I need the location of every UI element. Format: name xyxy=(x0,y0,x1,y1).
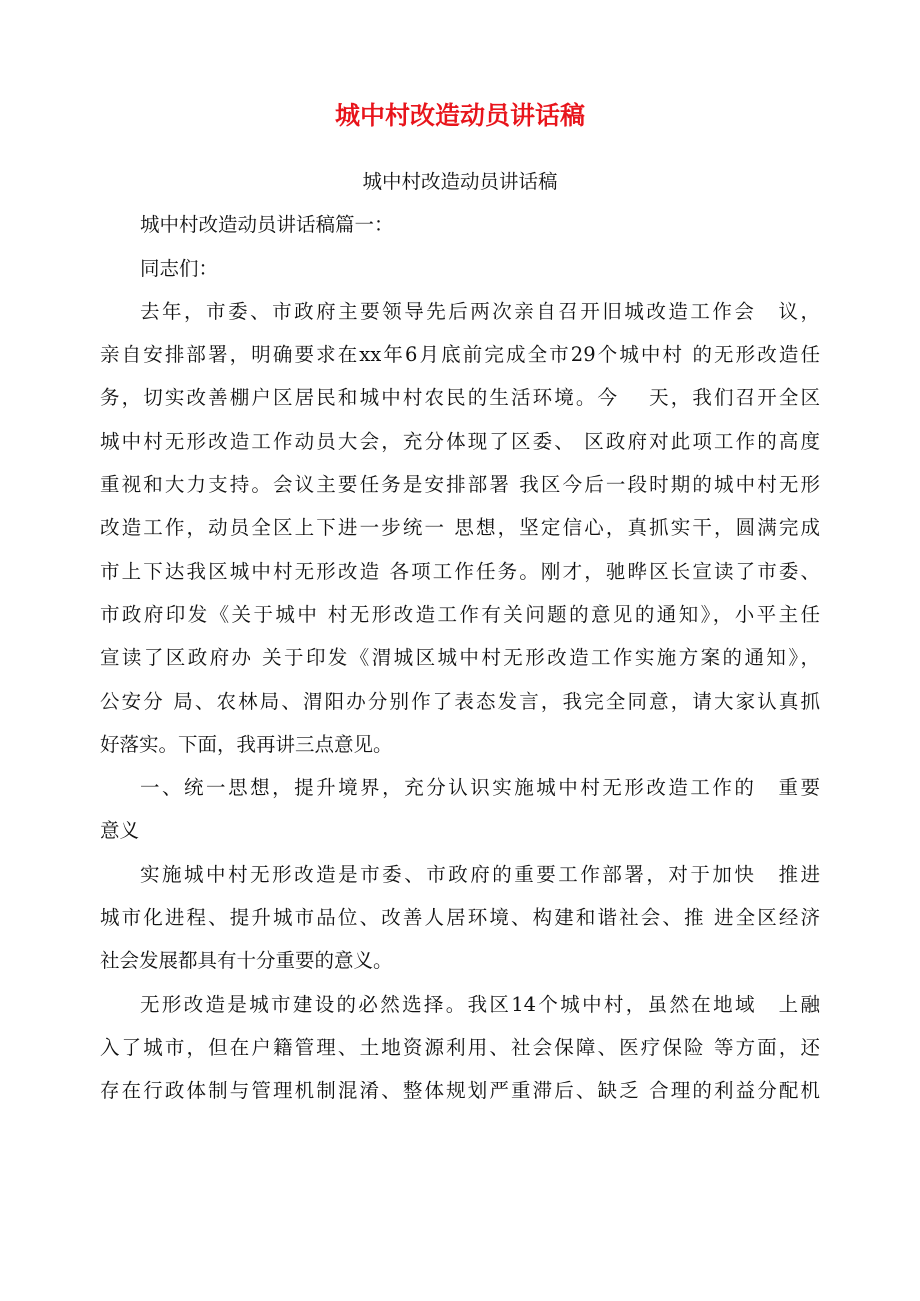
paragraph-line: 入了城市，但在户籍管理、土地资源利用、社会保障、医疗保险 等方面，还 xyxy=(100,1035,820,1059)
document-subtitle: 城中村改造动员讲话稿 xyxy=(362,170,558,193)
document-title: 城中村改造动员讲话稿 xyxy=(334,101,585,130)
paragraph-line: 亲自安排部署，明确要求在xx年6月底前完成全市29个城中村 的无形改造任 xyxy=(100,343,820,367)
document-body xyxy=(100,160,820,1113)
part-heading: 城中村改造动员讲话稿篇一： xyxy=(140,213,394,237)
paragraph-line: 去年，市委、市政府主要领导先后两次亲自召开旧城改造工作会 议， xyxy=(140,299,820,323)
paragraph-line: 实施城中村无形改造是市委、市政府的重要工作部署，对于加快 推进 xyxy=(140,862,820,886)
paragraph-line: 社会发展都具有十分重要的意义。 xyxy=(100,949,393,973)
paragraph-line: 务，切实改善棚户区居民和城中村农民的生活环境。今 天，我们召开全区 xyxy=(100,386,820,410)
paragraph-line: 无形改造是城市建设的必然选择。我区14个城中村，虽然在地域 上融 xyxy=(140,992,820,1016)
paragraph-line: 改造工作，动员全区上下进一步统一 思想，坚定信心，真抓实干，圆满完成 xyxy=(100,516,820,540)
paragraph-line: 城市化进程、提升城市品位、改善人居环境、构建和谐社会、推 进全区经济 xyxy=(100,906,820,930)
paragraph-line: 市上下达我区城中村无形改造 各项工作任务。刚才，驰晔区长宣读了市委、 xyxy=(100,559,820,583)
paragraph-line: 市政府印发《关于城中 村无形改造工作有关问题的意见的通知》，小平主任 xyxy=(100,602,820,626)
paragraph-line: 城中村无形改造工作动员大会，充分体现了区委、 区政府对此项工作的高度 xyxy=(100,429,820,453)
section-heading-line: 意义 xyxy=(100,819,140,843)
paragraph-line: 存在行政体制与管理机制混淆、整体规划严重滞后、缺乏 合理的利益分配机 xyxy=(100,1079,820,1103)
paragraph-line: 好落实。下面，我再讲三点意见。 xyxy=(100,732,393,756)
paragraph-line: 重视和大力支持。会议主要任务是安排部署 我区今后一段时期的城中村无形 xyxy=(100,473,820,497)
section-heading-line: 一、统一思想，提升境界，充分认识实施城中村无形改造工作的 重要 xyxy=(140,776,820,800)
paragraph-line: 公安分 局、农林局、渭阳办分别作了表态发言，我完全同意，请大家认真抓 xyxy=(100,689,820,713)
salutation: 同志们： xyxy=(140,256,219,280)
paragraph-line: 宣读了区政府办 关于印发《渭城区城中村无形改造工作实施方案的通知》， xyxy=(100,646,820,670)
